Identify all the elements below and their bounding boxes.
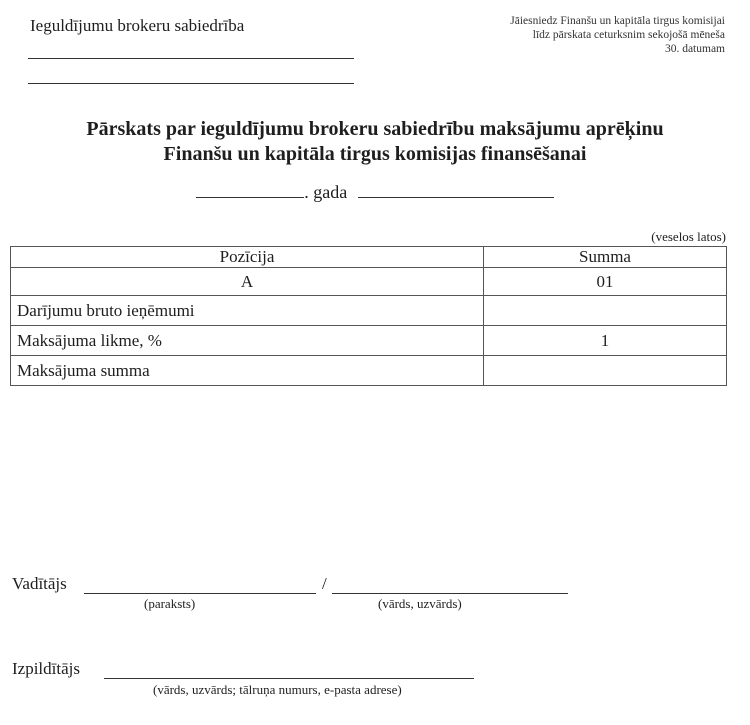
signature-caption: (paraksts)	[144, 596, 196, 611]
row-sum	[484, 356, 727, 386]
header-sum: Summa	[484, 247, 727, 268]
code-position: A	[11, 268, 484, 296]
manager-name-line	[332, 593, 568, 594]
company-label: Ieguldījumu brokeru sabiedrība	[30, 16, 245, 35]
row-sum	[484, 296, 727, 326]
table-row	[11, 296, 727, 326]
submission-notice	[510, 14, 725, 56]
table-row	[11, 356, 727, 386]
name-caption: (vārds, uzvārds)	[378, 596, 462, 611]
row-position: Maksājuma likme, %	[11, 326, 484, 356]
signature-separator: /	[322, 574, 327, 593]
row-sum: 1	[484, 326, 727, 356]
row-position: Darījumu bruto ieņēmumi	[11, 296, 484, 326]
report-period	[0, 181, 750, 203]
notice-line: Jāiesniedz Finanšu un kapitāla tirgus komisijai	[510, 15, 725, 27]
report-title-line-2: Finanšu un kapitāla tirgus komisijas finansēšanai	[163, 143, 587, 165]
notice-line: līdz pārskata ceturksnim sekojošā mēneša	[532, 29, 725, 41]
table-code-row	[11, 268, 727, 296]
notice-line: 30. datumam	[664, 43, 725, 55]
period-blank-1	[196, 181, 304, 198]
row-position: Maksājuma summa	[11, 356, 484, 386]
manager-signature-line	[84, 593, 316, 594]
table-header-row	[11, 247, 727, 268]
period-year-suffix: . gada	[304, 182, 348, 202]
report-table	[10, 246, 727, 386]
executor-label: Izpildītājs	[12, 659, 80, 678]
manager-label: Vadītājs	[12, 574, 67, 593]
code-sum: 01	[484, 268, 727, 296]
report-title	[0, 117, 750, 167]
executor-caption: (vārds, uzvārds; tālruņa numurs, e-pasta adrese)	[153, 682, 402, 697]
executor-line	[104, 678, 474, 679]
report-title-line-1: Pārskats par ieguldījumu brokeru sabiedrību maksājumu aprēķinu	[86, 118, 664, 140]
period-blank-2	[358, 181, 554, 198]
unit-note: (veselos latos)	[651, 229, 726, 244]
company-name-line-2	[28, 83, 354, 84]
company-name-line-1	[28, 58, 354, 59]
header-position: Pozīcija	[11, 247, 484, 268]
table-row	[11, 326, 727, 356]
